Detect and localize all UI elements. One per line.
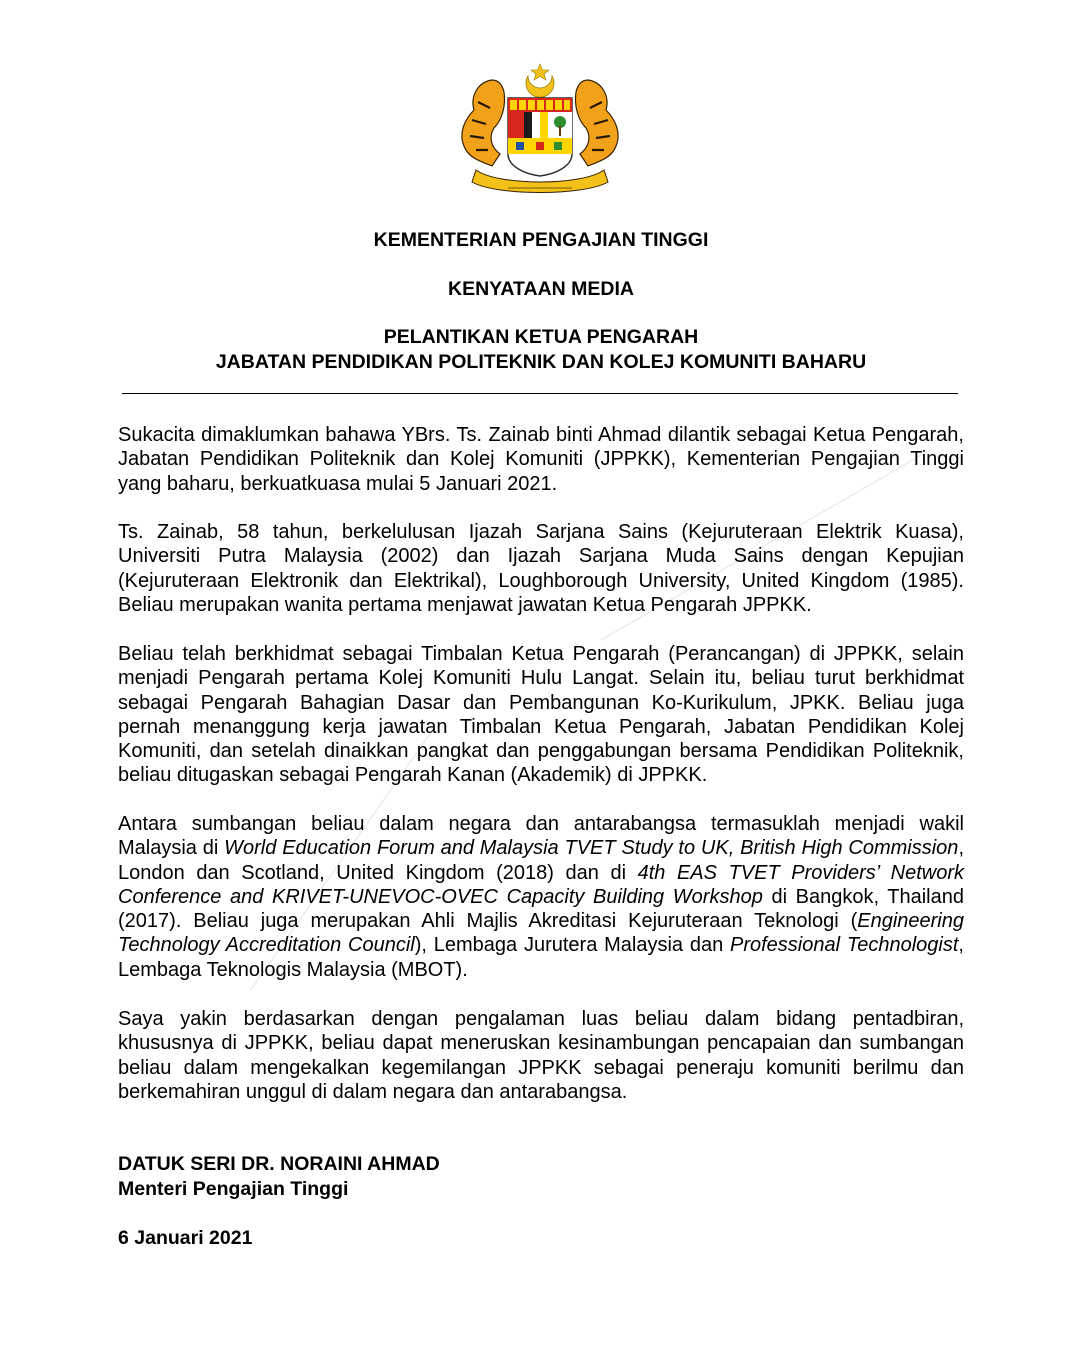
title-line-1: PELANTIKAN KETUA PENGARAH	[383, 326, 699, 348]
ministry-heading: KEMENTERIAN PENGAJIAN TINGGI	[373, 229, 709, 251]
title-divider	[122, 393, 958, 394]
release-date: 6 Januari 2021	[118, 1227, 253, 1249]
paragraph-4-text: di Bangkok, Thailand (2017). Beliau juga merupakan Ahli Majlis Akreditasi Kejuruteraan Teknologi (	[118, 885, 964, 933]
paragraph-4-text: , Lembaga Teknologis Malaysia (MBOT).	[118, 934, 964, 981]
paragraph-5: Saya yakin berdasarkan dengan pengalaman luas beliau dalam bidang pentadbiran, khususnya di JPPKK, beliau dapat meneruskan kesinambungan pencapaian dan sumbangan beliau dalam mengekalkan kegemilangan JPPKK sebagai peneraju komuniti berilmu dan berkemahiran unggul di dalam negara dan antarabangsa.	[118, 1008, 964, 1103]
paragraph-4-text: , London dan Scotland, United Kingdom (2018) dan di	[118, 837, 964, 884]
paragraph-4-italic: Engineering Technology Accreditation Council	[118, 910, 964, 957]
paragraph-4-italic: Professional Technologist	[730, 934, 959, 957]
paragraph-1: Sukacita dimaklumkan bahawa YBrs. Ts. Zainab binti Ahmad dilantik sebagai Ketua Pengarah, Jabatan Pendidikan Politeknik dan Kolej Komuniti (JPPKK), Kementerian Pengajian Tinggi yang baharu, berkuatkuasa mulai 5 Januari 2021.	[118, 424, 964, 495]
signatory-name: DATUK SERI DR. NORAINI AHMAD	[118, 1153, 440, 1175]
paragraph-4-text: ), Lembaga Jurutera Malaysia dan	[414, 934, 730, 957]
signatory-position: Menteri Pengajian Tinggi	[118, 1178, 349, 1200]
document-type-heading: KENYATAAN MEDIA	[448, 278, 634, 300]
paragraph-2: Ts. Zainab, 58 tahun, berkelulusan Ijazah Sarjana Sains (Kejuruteraan Elektrik Kuasa), Universiti Putra Malaysia (2002) dan Ijazah Sarjana Muda Sains dengan Kepujian (Kejuruteraan Elektronik dan Elektrikal), Loughborough University, United Kingdom (1985). Beliau merupakan wanita pertama menjawat jawatan Ketua Pengarah JPPKK.	[118, 521, 964, 616]
paragraph-4-text: Antara sumbangan beliau dalam negara dan antarabangsa termasuklah menjadi wakil Malaysia di	[118, 813, 964, 860]
coat-of-arms-icon	[448, 62, 632, 200]
paragraph-4-italic: World Education Forum and Malaysia TVET Study to UK, British High Commission	[224, 837, 959, 860]
paragraph-3: Beliau telah berkhidmat sebagai Timbalan Ketua Pengarah (Perancangan) di JPPKK, selain menjadi Pengarah pertama Kolej Komuniti Hulu Langat. Selain itu, beliau turut berkhidmat sebagai Pengarah Bahagian Dasar dan Pembangunan Ko-Kurikulum, JPKK. Beliau juga pernah menanggung kerja jawatan Timbalan Ketua Pengarah, Jabatan Pendidikan Kolej Komuniti, dan setelah dinaikkan pangkat dan penggabungan bersama Pendidikan Politeknik, beliau ditugaskan sebagai Pengarah Kanan (Akademik) di JPPKK.	[118, 643, 964, 787]
title-line-2: JABATAN PENDIDIKAN POLITEKNIK DAN KOLEJ KOMUNITI BAHARU	[215, 351, 867, 373]
paragraph-4-italic: 4th EAS TVET Providers’ Network Conference and KRIVET-UNEVOC-OVEC Capacity Building Workshop	[118, 861, 964, 908]
paragraph-4	[118, 812, 964, 982]
